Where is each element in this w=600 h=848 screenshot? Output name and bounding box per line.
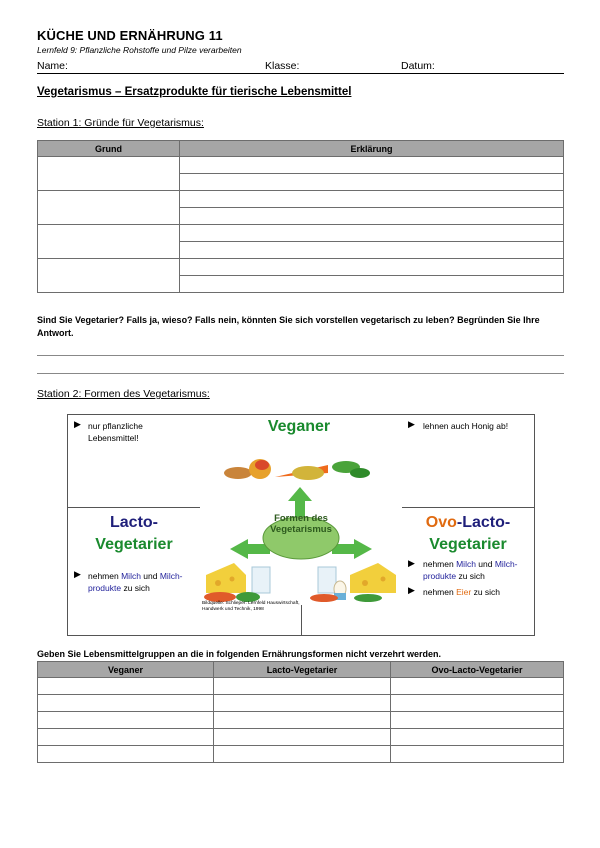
milch-word: Milch [456, 559, 476, 569]
bullet-arrow-icon: ▶ [74, 419, 81, 429]
col-grund-header: Grund [38, 141, 180, 157]
answer-line[interactable] [37, 355, 564, 356]
reasons-table [37, 140, 564, 293]
erklaerung-cell[interactable] [180, 276, 564, 293]
text-run: nehmen [423, 559, 457, 569]
answer-cell[interactable] [214, 695, 391, 712]
answer-cell[interactable] [38, 746, 214, 763]
center-label-line1: Formen des [274, 513, 328, 524]
answer-cell[interactable] [391, 746, 564, 763]
answer-cell[interactable] [38, 729, 214, 746]
text-run: und [140, 571, 160, 581]
name-label: Name: [37, 60, 68, 72]
grund-cell[interactable] [38, 259, 180, 293]
erklaerung-cell[interactable] [180, 225, 564, 242]
produkte-word: produkte [423, 571, 457, 581]
milk-glass [252, 567, 270, 593]
main-title: Vegetarismus – Ersatzprodukte für tierische Lebensmittel [37, 86, 352, 98]
bullet-arrow-icon: ▶ [408, 558, 415, 568]
datum-label: Datum: [401, 60, 435, 72]
lacto-word: Lacto- [462, 514, 511, 531]
station3-heading: Geben Sie Lebensmittelgruppen an die in folgenden Ernährungsformen nicht verzehrt werden. [37, 649, 442, 659]
veganer-label: Veganer [267, 418, 331, 435]
image-source: Bildquelle: Schlieper: Lernfeld Hauswirtschaft, Handwerk und Technik, 1998 [202, 601, 300, 612]
answer-cell[interactable] [391, 678, 564, 695]
answer-cell[interactable] [214, 712, 391, 729]
vegetarier-word: Vegetarier [429, 536, 507, 553]
klasse-label: Klasse: [265, 60, 300, 72]
answer-cell[interactable] [214, 678, 391, 695]
milch-word: Milch- [159, 571, 183, 581]
lacto-vegetarier-label [68, 512, 200, 556]
eier-word: Eier [456, 587, 472, 597]
ovo-note-1 [423, 558, 533, 582]
erklaerung-cell[interactable] [180, 157, 564, 174]
col-veganer-header: Veganer [38, 662, 214, 678]
answer-cell[interactable] [38, 712, 214, 729]
vegan-note-right: lehnen auch Honig ab! [423, 421, 509, 431]
text-run: zu sich [471, 587, 501, 597]
answer-cell[interactable] [214, 746, 391, 763]
vegetarism-diagram [67, 414, 535, 636]
erklaerung-cell[interactable] [180, 208, 564, 225]
answer-cell[interactable] [391, 712, 564, 729]
grund-cell[interactable] [38, 191, 180, 225]
center-label-line2: Vegetarismus [270, 524, 332, 535]
bullet-arrow-icon: ▶ [408, 419, 415, 429]
vegan-note-left: nur pflanzliche Lebensmittel! [88, 421, 143, 443]
ovo-lacto-vegetarier-label [402, 512, 534, 556]
milch-word: Milch [121, 571, 141, 581]
col-erklaerung-header: Erklärung [180, 141, 564, 157]
cheese-shape [350, 563, 396, 593]
dash: - [456, 514, 463, 531]
worksheet-subtitle: Lernfeld 9: Pflanzliche Rohstoffe und Pilze verarbeiten [37, 45, 242, 55]
nut-shape [224, 467, 252, 479]
answer-line[interactable] [37, 373, 564, 374]
col-lacto-header: Lacto-Vegetarier [214, 662, 391, 678]
text-run: zu sich [121, 583, 150, 593]
lacto-word: Lacto- [110, 514, 158, 531]
divider [402, 507, 534, 508]
col-ovo-lacto-header: Ovo-Lacto-Vegetarier [391, 662, 564, 678]
erklaerung-cell[interactable] [180, 242, 564, 259]
center-label [263, 513, 339, 535]
lacto-note [88, 570, 200, 594]
question-text: Sind Sie Vegetarier? Falls ja, wieso? Falls nein, könnten Sie sich vorstellen vegetarisch zu leben? Begründen Sie Ihre Antwort. [37, 315, 540, 338]
bullet-arrow-icon: ▶ [408, 585, 415, 595]
erklaerung-cell[interactable] [180, 259, 564, 276]
text-run: nehmen [423, 587, 457, 597]
ovo-word: Ovo [425, 514, 457, 531]
vegetarier-word: Vegetarier [95, 536, 173, 553]
erklaerung-cell[interactable] [180, 174, 564, 191]
bullet-arrow-icon: ▶ [74, 569, 81, 579]
answer-cell[interactable] [214, 729, 391, 746]
milk-glass [318, 567, 336, 593]
name-row [37, 60, 564, 74]
text-run: zu sich [456, 571, 485, 581]
text-run: und [475, 559, 495, 569]
answer-cell[interactable] [38, 695, 214, 712]
text-run: nehmen [88, 571, 122, 581]
milch-word: Milch- [494, 559, 518, 569]
grund-cell[interactable] [38, 157, 180, 191]
station1-heading: Station 1: Gründe für Vegetarismus: [37, 117, 204, 129]
erklaerung-cell[interactable] [180, 191, 564, 208]
answer-cell[interactable] [391, 695, 564, 712]
cheese-shape [206, 563, 246, 593]
answer-cell[interactable] [391, 729, 564, 746]
station2-heading: Station 2: Formen des Vegetarismus: [37, 388, 210, 400]
produkte-word: produkte [88, 583, 122, 593]
food-groups-table [37, 661, 564, 763]
worksheet-title: KÜCHE UND ERNÄHRUNG 11 [37, 28, 223, 43]
answer-cell[interactable] [38, 678, 214, 695]
ovo-note-2 [423, 586, 533, 598]
divider [68, 507, 200, 508]
grund-cell[interactable] [38, 225, 180, 259]
